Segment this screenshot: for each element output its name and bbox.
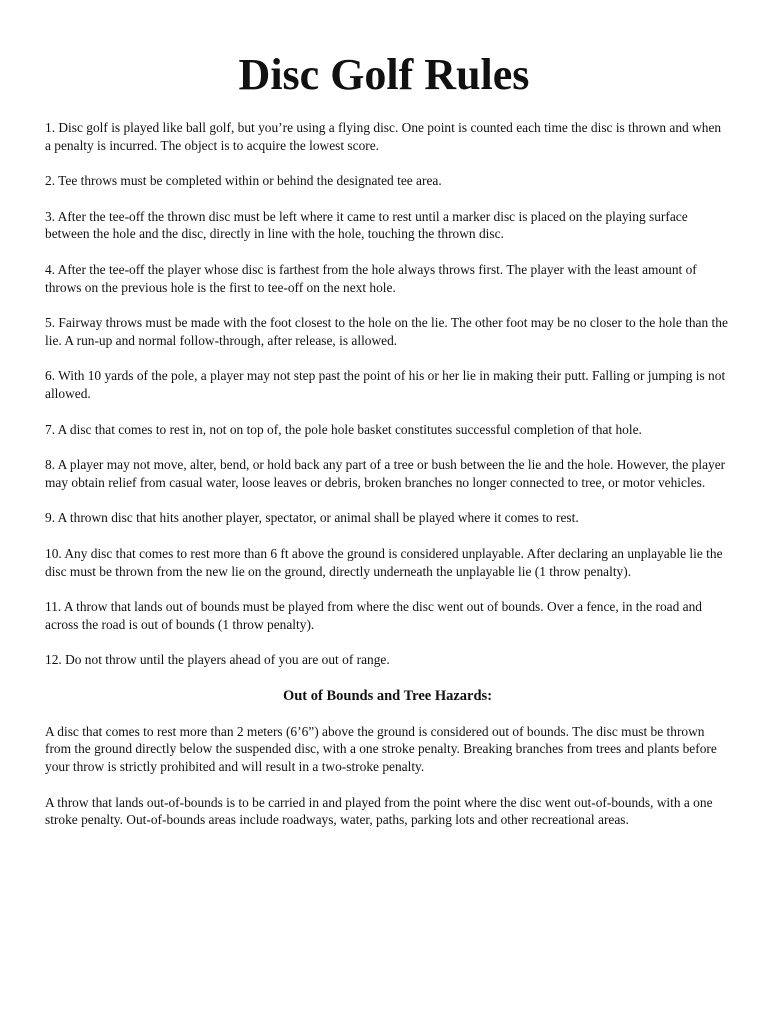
rule-12: 12. Do not throw until the players ahead of you are out of range. — [45, 652, 390, 668]
hazard-paragraph-2: A throw that lands out-of-bounds is to be carried in and played from the point where the disc went out-of-bounds, with a one stroke penalty. Out-of-bounds areas include roadways, water, paths, parking lots and other recreational areas. — [45, 794, 713, 828]
rule-7: 7. A disc that comes to rest in, not on top of, the pole hole basket constitutes successful completion of that hole. — [45, 421, 642, 437]
rule-10: 10. Any disc that comes to rest more than 6 ft above the ground is considered unplayable. After declaring an unplayable lie the disc must be thrown from the new lie on the ground, directly underneath the unplayable lie (1 throw penalty). — [45, 545, 723, 579]
rule-4: 4. After the tee-off the player whose disc is farthest from the hole always throws first. The player with the least amount of throws on the previous hole is the first to tee-off on the next hole. — [45, 261, 697, 295]
document-body — [45, 119, 730, 847]
rule-11: 11. A throw that lands out of bounds must be played from where the disc went out of bounds. Over a fence, in the road and across the road is out of bounds (1 throw penalty). — [45, 599, 702, 632]
rule-3: 3. After the tee-off the thrown disc must be left where it came to rest until a marker disc is placed on the playing surface between the hole and the disc, directly in line with the hole, touching the thrown disc. — [45, 208, 688, 242]
rule-1: 1. Disc golf is played like ball golf, but you’re using a flying disc. One point is counted each time the disc is thrown and when a penalty is incurred. The object is to acquire the lowest score. — [45, 120, 722, 153]
rule-6: 6. With 10 yards of the pole, a player may not step past the point of his or her lie in making their putt. Falling or jumping is not allowed. — [45, 368, 726, 401]
section-heading: Out of Bounds and Tree Hazards: — [282, 687, 493, 704]
hazard-paragraph-1: A disc that comes to rest more than 2 meters (6’6”) above the ground is considered out of bounds. The disc must be thrown from the ground directly below the suspended disc, with a one stroke penalty. Breaking branches from trees and plants before your throw is strictly prohibited and will result in a two-stroke penalty. — [45, 723, 717, 775]
document-title: Disc Golf Rules — [238, 50, 530, 99]
rule-9: 9. A thrown disc that hits another player, spectator, or animal shall be played where it comes to rest. — [45, 510, 579, 526]
rule-2: 2. Tee throws must be completed within or behind the designated tee area. — [45, 173, 442, 189]
rule-5: 5. Fairway throws must be made with the foot closest to the hole on the lie. The other foot may be no closer to the hole than the lie. A run-up and normal follow-through, after release, is allowed. — [45, 315, 728, 348]
rule-8: 8. A player may not move, alter, bend, or hold back any part of a tree or bush between the lie and the hole. However, the player may obtain relief from casual water, loose leaves or debris, broken branches no longer connected to tree, or motor vehicles. — [45, 457, 726, 490]
